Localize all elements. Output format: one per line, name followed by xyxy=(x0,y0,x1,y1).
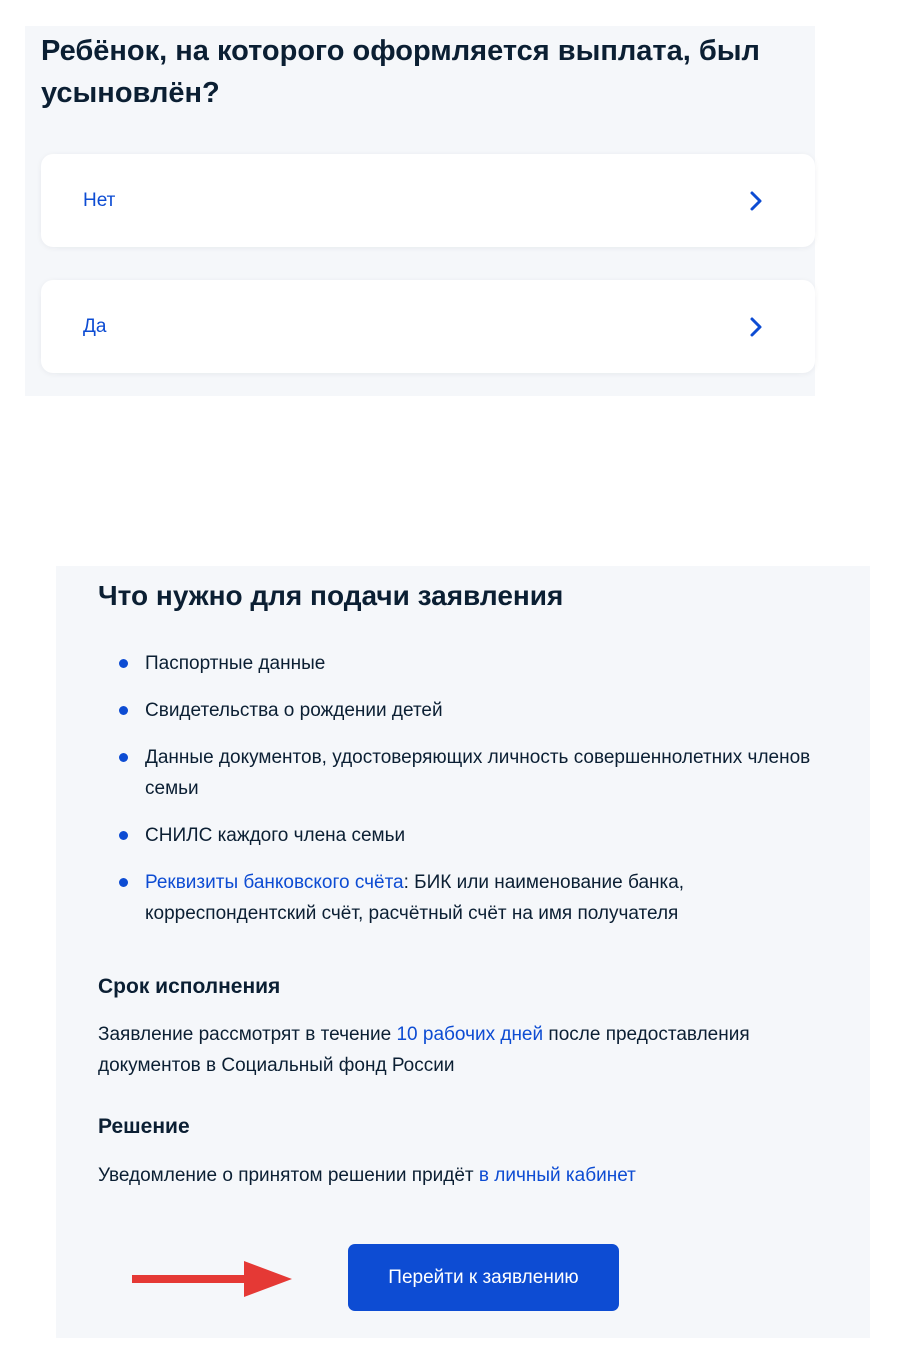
list-item xyxy=(118,648,818,679)
requirement-text: Паспортные данные xyxy=(145,653,326,674)
requirement-text: Данные документов, удостоверяющих личность совершеннолетних членов семьи xyxy=(145,747,811,799)
personal-account-link[interactable]: в личный кабинет xyxy=(478,1165,636,1186)
option-no-label: Нет xyxy=(83,190,116,211)
list-item xyxy=(118,695,818,726)
bullet-icon xyxy=(119,878,128,887)
decision-heading: Решение xyxy=(98,1115,190,1138)
list-item xyxy=(118,742,818,804)
option-yes-label: Да xyxy=(83,316,107,337)
option-yes[interactable] xyxy=(41,280,815,373)
term-text xyxy=(98,1019,828,1081)
decision-text-before: Уведомление о принятом решении придёт xyxy=(98,1165,479,1186)
question-panel xyxy=(25,26,815,396)
decision-text xyxy=(98,1160,828,1191)
bullet-icon xyxy=(119,659,128,668)
bank-details-link[interactable]: Реквизиты банковского счёта xyxy=(145,872,404,893)
bullet-icon xyxy=(119,706,128,715)
term-heading: Срок исполнения xyxy=(98,975,281,998)
term-text-before: Заявление рассмотрят в течение xyxy=(98,1024,397,1045)
requirement-text: : БИК или наименование банка, корреспондентский счёт, расчётный счёт на имя получателя xyxy=(145,872,685,924)
requirement-text: Свидетельства о рождении детей xyxy=(145,700,443,721)
list-item xyxy=(118,867,818,929)
go-to-application-button[interactable]: Перейти к заявлению xyxy=(348,1244,619,1311)
option-no[interactable] xyxy=(41,154,815,247)
bullet-icon xyxy=(119,753,128,762)
chevron-right-icon xyxy=(745,190,767,212)
info-title: Что нужно для подачи заявления xyxy=(98,580,564,611)
working-days-link[interactable]: 10 рабочих дней xyxy=(396,1024,544,1045)
application-info-panel xyxy=(56,566,870,1338)
bullet-icon xyxy=(119,831,128,840)
requirement-text: СНИЛС каждого члена семьи xyxy=(145,825,406,846)
chevron-right-icon xyxy=(745,316,767,338)
question-title: Ребёнок, на которого оформляется выплата, был усыновлён? xyxy=(41,35,760,109)
list-item xyxy=(118,820,818,851)
term-text-after: после предоставления документов в Социальный фонд России xyxy=(98,1024,750,1076)
requirements-list xyxy=(118,648,818,945)
red-arrow-icon xyxy=(132,1259,292,1299)
